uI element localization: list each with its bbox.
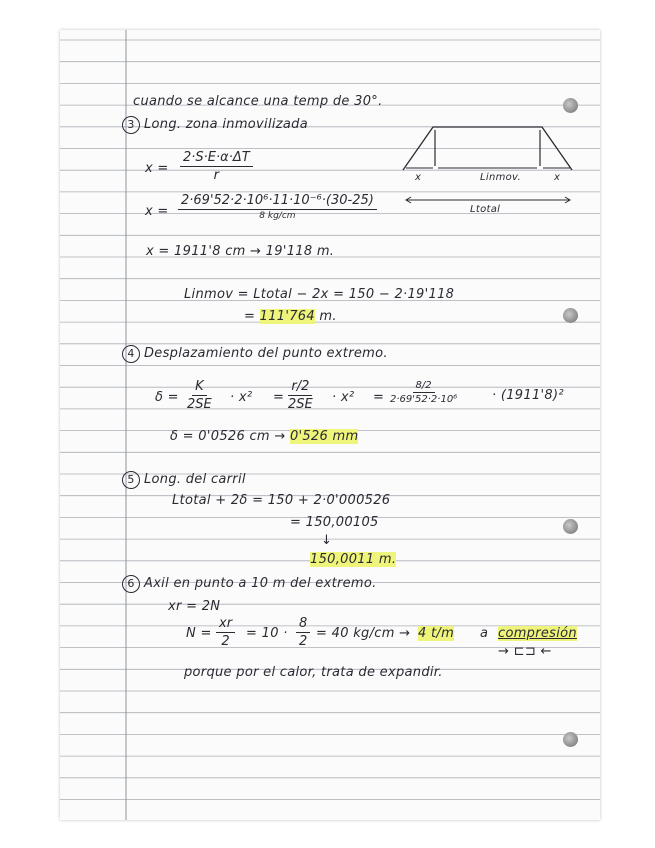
section-4-number: 4 (122, 345, 140, 363)
section-6-heading (122, 575, 377, 593)
s5-result: 150,0011 m. (310, 552, 397, 567)
s6-eq1: xr = 2N (168, 599, 221, 614)
section-4-title: Desplazamiento del punto extremo. (144, 346, 388, 361)
s3-eq2-fraction (178, 193, 377, 221)
s6-eq2-lhs: N = (186, 626, 212, 641)
s3-eq1-lhs: x = (145, 161, 169, 176)
s3-eq3: x = 1911'8 cm → 19'118 m. (146, 244, 335, 259)
s6-fraction-2: $\frac{8}{2}$ (296, 616, 310, 649)
s3-eq5 (244, 309, 337, 324)
s6-compression-symbol: → ⊏⊐ ← (498, 644, 552, 659)
s3-eq2-lhs: x = (145, 204, 169, 219)
s4-eq-sign-2: = (373, 390, 385, 405)
s4-f3-tail: · (1911'8)² (492, 388, 564, 403)
s6-eq2-rest: = 40 kg/cm → (316, 626, 411, 641)
s6-fraction-1: $\frac{xr}{2}$ (216, 616, 235, 649)
notebook-page (60, 30, 600, 820)
s3-eq4: Linmov = Ltotal − 2x = 150 − 2·19'118 (184, 287, 455, 302)
diagram-x-left: x (415, 172, 422, 183)
diagram-l-total: Ltotal (470, 204, 501, 215)
section-5-title: Long. del carril (144, 472, 246, 487)
diagram-x-right: x (554, 172, 561, 183)
binder-hole (563, 308, 578, 323)
s4-eq2-prefix: δ = 0'0526 cm → (170, 429, 286, 444)
section-6-number: 6 (122, 575, 140, 593)
s3-eq1-numerator: 2·S·E·α·ΔT (180, 150, 253, 167)
s4-eq2 (170, 429, 358, 444)
section-3-title: Long. zona inmovilizada (144, 117, 308, 132)
section-3-heading (122, 116, 308, 134)
s3-eq2-denominator: 8 kg/cm (259, 211, 296, 221)
s6-note: porque por el calor, trata de expandir. (184, 665, 443, 680)
binder-hole (563, 519, 578, 534)
s4-f2-tail: · x² (332, 390, 355, 405)
s5-arrow: ↓ (321, 533, 333, 548)
s3-eq5-highlight: 111'764 (259, 309, 315, 324)
s6-eq2-mid: = 10 · (246, 626, 288, 641)
binder-hole (563, 732, 578, 747)
s3-eq5-unit: m. (319, 309, 337, 324)
s4-eq1-lhs: δ = (155, 390, 179, 405)
s5-eq2: = 150,00105 (290, 515, 379, 530)
section-6-title: Axil en punto a 10 m del extremo. (144, 576, 377, 591)
s3-eq1-denominator: r (213, 168, 220, 183)
s6-compression: compresión (498, 626, 577, 641)
section-4-heading (122, 345, 388, 363)
section-5-heading (122, 471, 246, 489)
s4-eq2-highlight: 0'526 mm (289, 429, 359, 444)
s6-eq2-highlight: 4 t/m (418, 626, 455, 641)
section-5-number: 5 (122, 471, 140, 489)
s4-f1-tail: · x² (230, 390, 253, 405)
s4-fraction-1: $\frac{K}{2SE}$ (187, 379, 212, 412)
s4-fraction-2: $\frac{r/2}{2SE}$ (288, 379, 313, 412)
section-3-number: 3 (122, 116, 140, 134)
s4-eq-sign-1: = (273, 390, 285, 405)
binder-hole (563, 98, 578, 113)
s3-eq5-prefix: = (244, 309, 256, 324)
s3-eq2-numerator: 2·69'52·2·10⁶·11·10⁻⁶·(30-25) (178, 193, 377, 210)
diagram-l-inmov: Linmov. (480, 172, 521, 183)
s3-eq1-fraction (180, 150, 253, 183)
track-diagram (400, 122, 585, 217)
s5-eq1: Ltotal + 2δ = 150 + 2·0'000526 (172, 493, 391, 508)
s6-eq2-a: a (480, 626, 489, 641)
s4-fraction-3: $\frac{8/2}{\text{2·69'52·2·10⁶}}$ (390, 380, 458, 405)
intro-line: cuando se alcance una temp de 30°. (133, 94, 383, 109)
